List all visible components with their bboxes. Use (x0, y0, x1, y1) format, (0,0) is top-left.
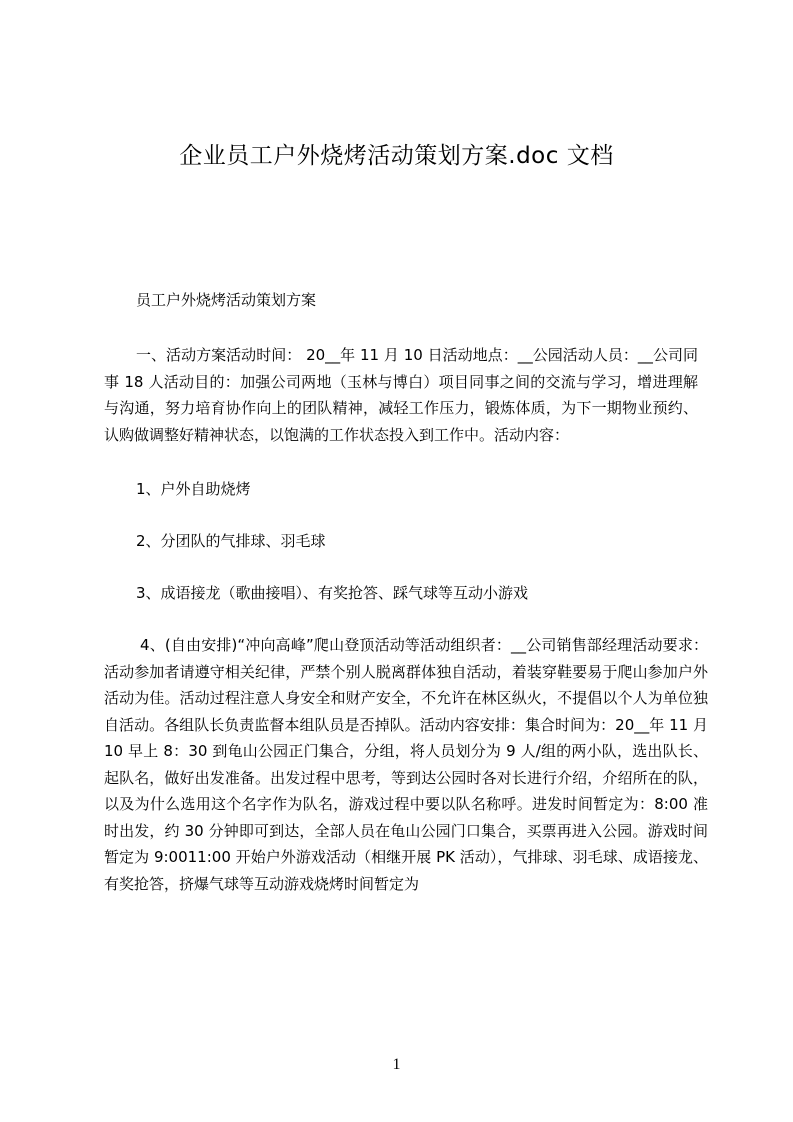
page-number: 1 (392, 1056, 401, 1073)
paragraph-activity-arrangement: 4、(自由安排)“冲向高峰”爬山登顶活动等活动组织者：__公司销售部经理活动要求：活动参加者请遵守相关纪律，严禁个别人脱离群体独自活动，着装穿鞋要易于爬山参加户外活动为佳。活动过程注意人身安全和财产安全，不允许在林区纵火，不提倡以个人为单位独自活动。各组队长负责监督本组队员是否掉队。活动内容安排：集合时间为：20__年 11 月 10 早上 8：30 到龟山公园正门集合，分组，将人员划分为 9 人/组的两小队，选出队长、起队名，做好出发准备。出发过程中思考，等到达公园时各对长进行介绍，介绍所在的队，以及为什么选用这个名字作为队名，游戏过程中要以队名称呼。进发时间暂定为：8:00 准时出发，约 30 分钟即可到达，全部人员在龟山公园门口集合，买票再进入公园。游戏时间暂定为 9:0011:00 开始户外游戏活动（相继开展 PK 活动），气排球、羽毛球、成语接龙、有奖抢答，挤爆气球等互动游戏烧烤时间暂定为 (104, 636, 708, 893)
activity-item-3: 3、成语接龙（歌曲接唱）、有奖抢答、踩气球等互动小游戏 (136, 584, 529, 602)
plan-subtitle: 员工户外烧烤活动策划方案 (136, 291, 317, 309)
activity-item-2: 2、分团队的气排球、羽毛球 (136, 532, 326, 550)
document-title: 企业员工户外烧烤活动策划方案.doc 文档 (179, 143, 614, 169)
activity-item-1: 1、户外自助烧烤 (136, 480, 251, 498)
paragraph-activity-plan: 一、活动方案活动时间： 20__年 11 月 10 日活动地点：__公园活动人员：__公司同事 18 人活动目的：加强公司两地（玉林与博白）项目同事之间的交流与学习，增进理解与沟通，努力培育协作向上的团队精神，减轻工作压力，锻炼体质，为下一期物业预约、认购做调整好精神状态，以饱满的工作状态投入到工作中。活动内容： (104, 346, 698, 444)
